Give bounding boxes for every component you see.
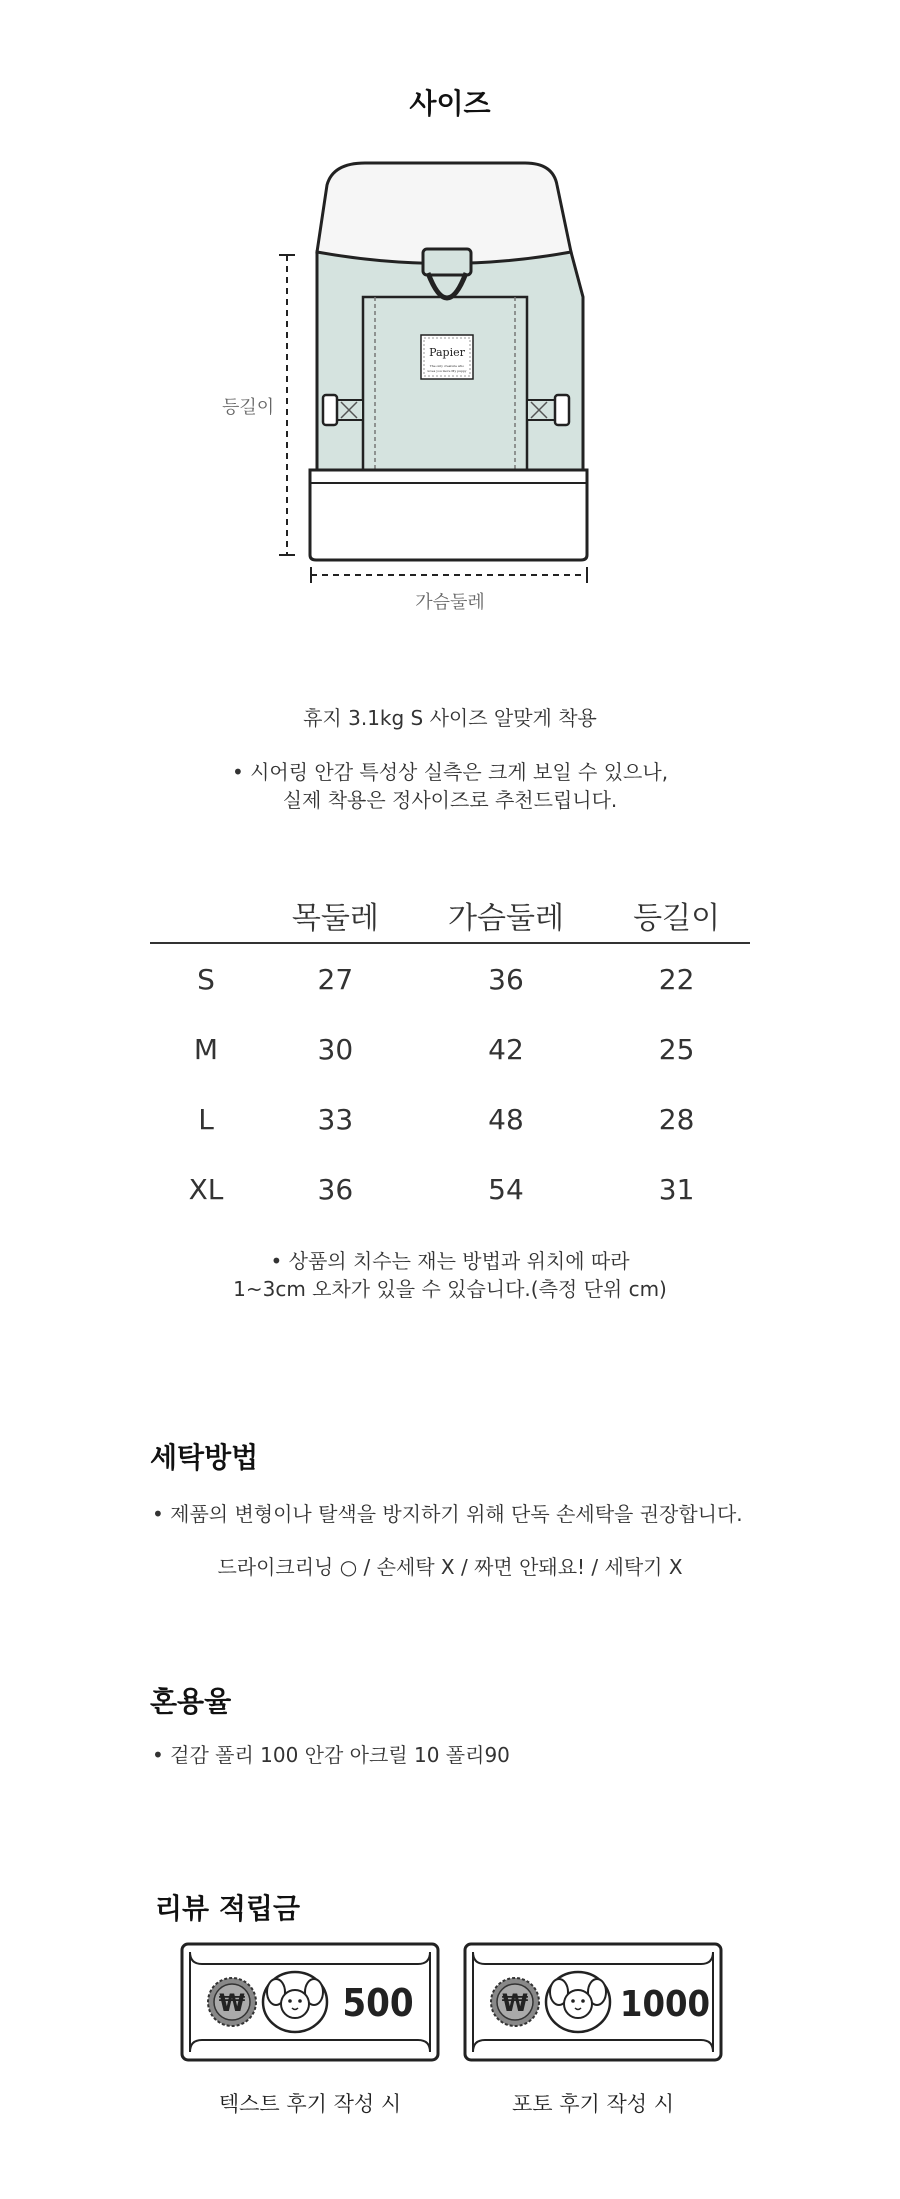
header-back-length: 등길이: [603, 888, 750, 943]
coupon-amount: 1000: [619, 1984, 711, 2025]
garment-illustration: [225, 145, 645, 595]
measurement-note-line-1: • 상품의 치수는 재는 방법과 위치에 따라: [270, 1249, 630, 1273]
material-title: 혼용율: [150, 1685, 232, 1718]
size-cell: M: [193, 1032, 219, 1066]
size-cell: L: [198, 1102, 214, 1136]
chest-cell: 48: [488, 1102, 524, 1136]
coupon-amount: 500: [342, 1981, 414, 2025]
review-reward-title: 리뷰 적립금: [155, 1892, 300, 1925]
lining-note: [0, 758, 900, 814]
coin-icon: [491, 1978, 539, 2026]
tag-line-2: loves you more My puppy: [427, 369, 467, 373]
coupon-text-review: [180, 1942, 440, 2062]
coupon-label-text-review: 텍스트 후기 작성 시: [218, 2092, 402, 2116]
header-chest: 가슴둘레: [409, 888, 604, 943]
neck-cell: 33: [317, 1102, 354, 1136]
chest-cell: 42: [488, 1032, 524, 1066]
chest-cell: 54: [488, 1172, 524, 1206]
lining-note-line-2: 실제 착용은 정사이즈로 추천드립니다.: [282, 788, 618, 812]
tag-line-1: The only creature who: [429, 364, 465, 368]
back-length-cell: 28: [658, 1102, 695, 1136]
neck-cell: 27: [317, 962, 354, 996]
washing-title: 세탁방법: [150, 1441, 259, 1474]
back-length-cell: 25: [658, 1032, 695, 1066]
size-cell: XL: [188, 1172, 224, 1206]
header-size: [150, 888, 262, 943]
neck-cell: 36: [317, 1172, 354, 1206]
size-table-header-row: [150, 888, 750, 943]
chest-dimension-line: [311, 567, 587, 583]
chest-cell: 36: [488, 962, 524, 996]
size-section-title: 사이즈: [409, 87, 491, 120]
puppy-face-icon: [546, 1972, 610, 2032]
table-row: [150, 943, 750, 1014]
fit-note: 휴지 3.1kg S 사이즈 알맞게 착용: [303, 706, 597, 730]
currency-symbol: ₩: [218, 1989, 246, 2017]
puppy-face-icon: [263, 1972, 327, 2032]
size-cell: S: [197, 962, 215, 996]
tag-brand: Papier: [429, 346, 465, 359]
material-note: • 겉감 폴리 100 안감 아크릴 10 폴리90: [152, 1743, 510, 1767]
label-chest: 가슴둘레: [415, 592, 485, 613]
back-length-cell: 31: [658, 1172, 695, 1206]
currency-symbol: ₩: [501, 1989, 529, 2017]
coupon-label-photo-review: 포토 후기 작성 시: [511, 2092, 675, 2116]
header-neck: 목둘레: [262, 888, 409, 943]
measurement-note: [0, 1247, 900, 1303]
back-length-dimension-line: [279, 255, 295, 555]
size-table: [150, 888, 750, 1224]
coupon-photo-review: [463, 1942, 723, 2062]
washing-instructions: 드라이크리닝 ○ / 손세탁 X / 짜면 안돼요! / 세탁기 X: [217, 1555, 683, 1579]
back-length-cell: 22: [658, 962, 695, 996]
table-row: [150, 1154, 750, 1224]
table-row: [150, 1084, 750, 1154]
measurement-note-line-2: 1~3cm 오차가 있을 수 있습니다.(측정 단위 cm): [233, 1277, 667, 1301]
washing-note: • 제품의 변형이나 탈색을 방지하기 위해 단독 손세탁을 권장합니다.: [152, 1502, 743, 1526]
coin-icon: [208, 1978, 256, 2026]
lining-note-line-1: • 시어링 안감 특성상 실측은 크게 보일 수 있으나,: [231, 760, 669, 784]
harness-body: [310, 163, 587, 560]
neck-cell: 30: [317, 1032, 354, 1066]
table-row: [150, 1014, 750, 1084]
label-back-length: 등길이: [222, 397, 275, 418]
